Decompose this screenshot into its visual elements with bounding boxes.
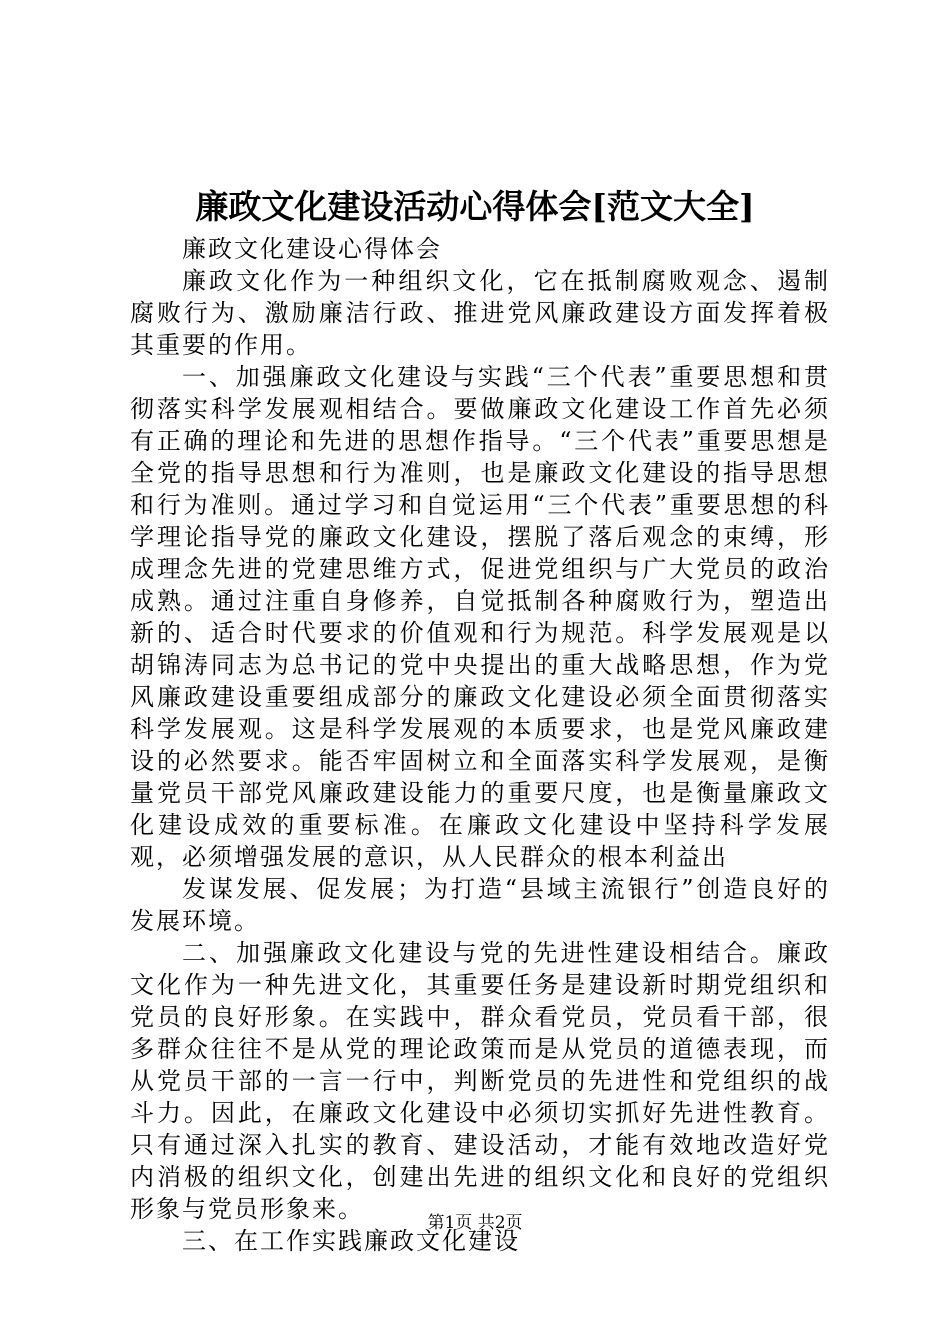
section-two-paragraph: 二、加强廉政文化建设与党的先进性建设相结合。廉政文化作为一种先进文化，其重要任务是建设新时期党组织和党员的良好形象。在实践中，群众看党员，党员看干部，很多群众往往不是从党的理论政策而是从党员的道德表现，而从党员干部的一言一行中，判断党员的先进性和党组织的战斗力。因此，在廉政文化建设中必须切实抓好先进性教育。只有通过深入扎实的教育、建设活动，才能有效地改造好党内消极的组织文化，创建出先进的组织文化和良好的党组织形象与党员形象来。 bbox=[130, 939, 830, 1223]
page-number-footer: 第1页 共2页 bbox=[427, 1213, 523, 1233]
continuation-paragraph: 发谋发展、促发展；为打造“县域主流银行”创造良好的发展环境。 bbox=[130, 875, 830, 935]
document-title: 廉政文化建设活动心得体会[范文大全] bbox=[195, 187, 755, 226]
document-body bbox=[130, 233, 830, 1257]
section-three-heading: 三、在工作实践廉政文化建设 bbox=[182, 1227, 520, 1255]
subtitle-paragraph: 廉政文化建设心得体会 bbox=[182, 235, 442, 263]
section-one-paragraph: 一、加强廉政文化建设与实践“三个代表”重要思想和贯彻落实科学发展观相结合。要做廉政文化建设工作首先必须有正确的理论和先进的思想作指导。“三个代表”重要思想是全党的指导思想和行为准则，也是廉政文化建设的指导思想和行为准则。通过学习和自觉运用“三个代表”重要思想的科学理论指导党的廉政文化建设，摆脱了落后观念的束缚，形成理念先进的党建思维方式，促进党组织与广大党员的政治成熟。通过注重自身修养，自觉抵制各种腐败行为，塑造出新的、适合时代要求的价值观和行为规范。科学发展观是以胡锦涛同志为总书记的党中央提出的重大战略思想，作为党风廉政建设重要组成部分的廉政文化建设必须全面贯彻落实科学发展观。这是科学发展观的本质要求，也是党风廉政建设的必然要求。能否牢固树立和全面落实科学发展观，是衡量党员干部党风廉政建设能力的重要尺度，也是衡量廉政文化建设成效的重要标准。在廉政文化建设中坚持科学发展观，必须增强发展的意识，从人民群众的根本利益出 bbox=[130, 363, 830, 871]
intro-paragraph: 廉政文化作为一种组织文化，它在抵制腐败观念、遏制腐败行为、激励廉洁行政、推进党风廉政建设方面发挥着极其重要的作用。 bbox=[130, 267, 830, 359]
